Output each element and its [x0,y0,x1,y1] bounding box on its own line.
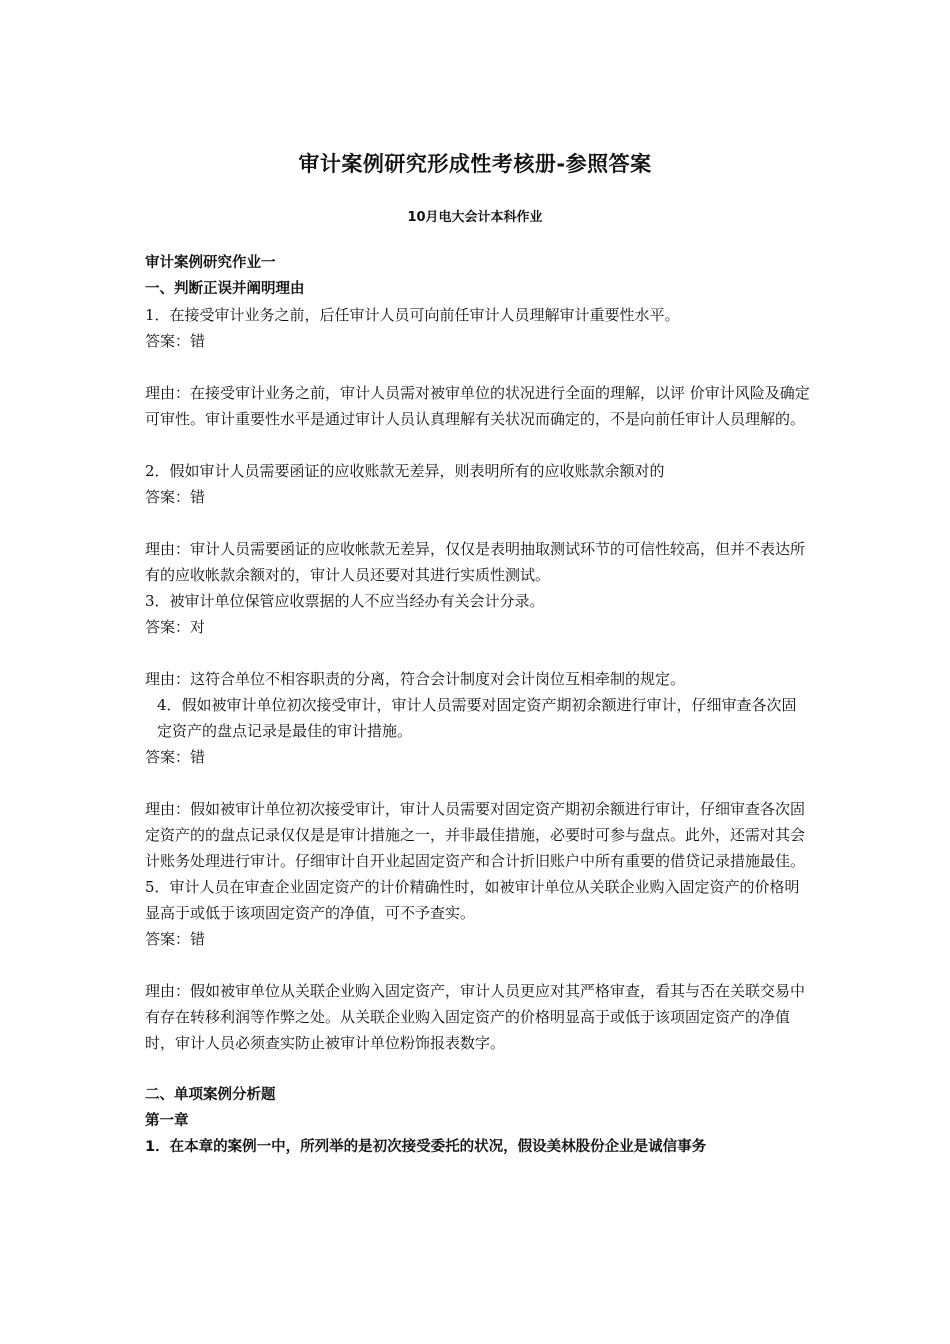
q1-reason: 理由：在接受审计业务之前，审计人员需对被审单位的状况进行全面的理解，以评 价审计风险及确定可审性。审计重要性水平是通过审计人员认真理解有关状况而确定的，不是向前任审计人员理解的。 [145,384,810,428]
q2-reason: 理由：审计人员需要函证的应收帐款无差异，仅仅是表明抽取测试环节的可信性较高，但并不表达所有的应收帐款余额对的，审计人员还要对其进行实质性测试。 [145,540,806,584]
q2-question: 2．假如审计人员需要函证的应收账款无差异，则表明所有的应收账款余额对的 [145,462,665,480]
q3-reason: 理由：这符合单位不相容职责的分离，符合会计制度对会计岗位互相牵制的规定。 [145,670,686,688]
q5-question: 5．审计人员在审查企业固定资产的计价精确性时，如被审计单位从关联企业购入固定资产的价格明显高于或低于该项固定资产的净值，可不予查实。 [145,878,800,922]
document-body [145,250,810,1160]
q4-answer: 答案：错 [145,748,206,766]
q4-question: 4．假如被审计单位初次接受审计，审计人员需要对固定资产期初余额进行审计，仔细审查各次固定资产的盘点记录是最佳的审计措施。 [157,696,797,740]
q3-question: 3．被审计单位保管应收票据的人不应当经办有关会计分录。 [145,592,545,610]
section-title: 审计案例研究作业一 [145,255,276,271]
part2-heading: 二、单项案例分析题 [145,1087,276,1103]
q5-answer: 答案：错 [145,930,206,948]
q3-answer: 答案：对 [145,618,206,636]
q4-reason: 理由：假如被审计单位初次接受审计，审计人员需要对固定资产期初余额进行审计，仔细审查各次固定资产的的盘点记录仅仅是是审计措施之一，并非最佳措施，必要时可参与盘点。此外，还需对其会计账务处理进行审计。仔细审计自开业起固定资产和合计折旧账户中所有重要的借贷记录措施最佳。 [145,800,806,870]
q1-answer: 答案：错 [145,332,206,350]
case-question-1: 1．在本章的案例一中，所列举的是初次接受委托的状况，假设美林股份企业是诚信事务 [145,1139,707,1155]
document-subtitle: 10月电大会计本科作业 [407,210,543,225]
q5-reason: 理由：假如被审单位从关联企业购入固定资产，审计人员更应对其严格审查，看其与否在关联交易中有存在转移利润等作弊之处。从关联企业购入固定资产的价格明显高于或低于该项固定资产的净值时，审计人员必须查实防止被审计单位粉饰报表数字。 [145,982,806,1052]
q1-question: 1．在接受审计业务之前，后任审计人员可向前任审计人员理解审计重要性水平。 [145,306,680,324]
document-title: 审计案例研究形成性考核册-参照答案 [298,152,652,176]
part1-heading: 一、判断正误并阐明理由 [145,281,305,297]
q2-answer: 答案：错 [145,488,206,506]
chapter-heading: 第一章 [145,1113,189,1129]
